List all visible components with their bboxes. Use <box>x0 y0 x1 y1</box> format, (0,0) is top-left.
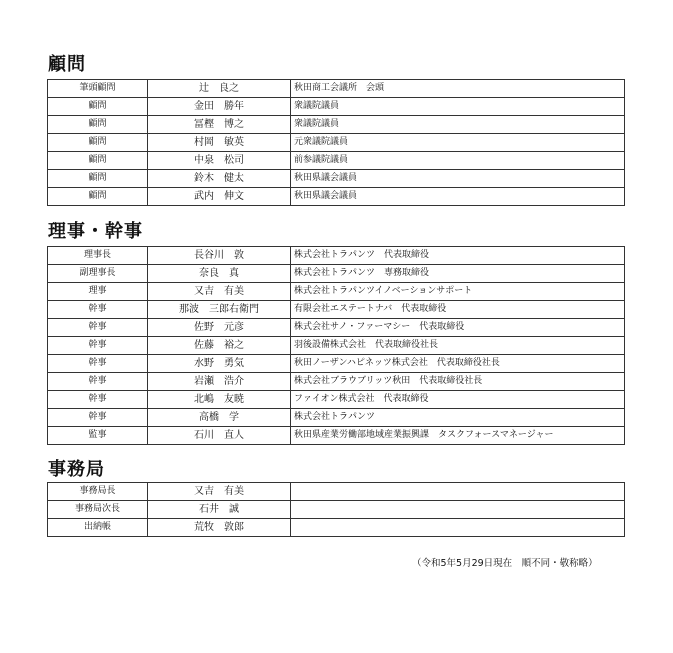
table-row <box>48 391 625 409</box>
role-cell: 幹事 <box>48 409 148 427</box>
name-cell: 村岡 敏英 <box>148 134 291 152</box>
name-cell: 那波 三郎右衛門 <box>148 301 291 319</box>
affiliation-cell: 前参議院議員 <box>291 152 625 170</box>
table-row <box>48 247 625 265</box>
role-cell: 監事 <box>48 427 148 445</box>
table-row <box>48 301 625 319</box>
as-of-note: （令和5年5月29日現在 順不同・敬称略） <box>412 558 598 569</box>
role-cell: 事務局長 <box>48 483 148 501</box>
table-row <box>48 319 625 337</box>
role-cell: 事務局次長 <box>48 501 148 519</box>
name-cell: 又吉 有美 <box>148 283 291 301</box>
table-row <box>48 519 625 537</box>
name-cell: 辻 良之 <box>148 80 291 98</box>
table-row <box>48 409 625 427</box>
name-cell: 武内 伸文 <box>148 188 291 206</box>
name-cell: 長谷川 敦 <box>148 247 291 265</box>
affiliation-cell: 衆議院議員 <box>291 116 625 134</box>
directors-table <box>47 246 625 445</box>
role-cell: 理事長 <box>48 247 148 265</box>
affiliation-cell: 株式会社トラパンツ 専務取締役 <box>291 265 625 283</box>
role-cell: 副理事長 <box>48 265 148 283</box>
affiliation-cell: 秋田ノーザンハピネッツ株式会社 代表取締役社長 <box>291 355 625 373</box>
name-cell: 岩瀬 浩介 <box>148 373 291 391</box>
table-row <box>48 265 625 283</box>
name-cell: 佐野 元彦 <box>148 319 291 337</box>
affiliation-cell: 株式会社トラパンツ 代表取締役 <box>291 247 625 265</box>
affiliation-cell: 秋田商工会議所 会頭 <box>291 80 625 98</box>
role-cell: 幹事 <box>48 373 148 391</box>
role-cell: 顧問 <box>48 134 148 152</box>
table-row <box>48 116 625 134</box>
affiliation-cell <box>291 501 625 519</box>
table-row <box>48 355 625 373</box>
affiliation-cell <box>291 519 625 537</box>
affiliation-cell: 秋田県議会議員 <box>291 170 625 188</box>
name-cell: 鈴木 健太 <box>148 170 291 188</box>
name-cell: 石井 誠 <box>148 501 291 519</box>
affiliation-cell: 羽後設備株式会社 代表取締役社長 <box>291 337 625 355</box>
table-row <box>48 337 625 355</box>
affiliation-cell: 株式会社ブラウブリッツ秋田 代表取締役社長 <box>291 373 625 391</box>
name-cell: 水野 勇気 <box>148 355 291 373</box>
affiliation-cell: 株式会社トラパンツ <box>291 409 625 427</box>
table-row <box>48 170 625 188</box>
name-cell: 高橋 学 <box>148 409 291 427</box>
table-row <box>48 283 625 301</box>
table-row <box>48 98 625 116</box>
advisors-table <box>47 79 625 206</box>
role-cell: 顧問 <box>48 98 148 116</box>
affiliation-cell: ファイオン株式会社 代表取締役 <box>291 391 625 409</box>
table-row <box>48 134 625 152</box>
affiliation-cell: 株式会社トラパンツイノベーションサポート <box>291 283 625 301</box>
role-cell: 幹事 <box>48 391 148 409</box>
name-cell: 中泉 松司 <box>148 152 291 170</box>
table-row <box>48 373 625 391</box>
role-cell: 出納帳 <box>48 519 148 537</box>
secretariat-heading: 事務局 <box>48 459 105 480</box>
affiliation-cell: 秋田県産業労働部地域産業振興課 タスクフォースマネージャー <box>291 427 625 445</box>
table-row <box>48 483 625 501</box>
secretariat-table <box>47 482 625 537</box>
affiliation-cell: 衆議院議員 <box>291 98 625 116</box>
name-cell: 金田 勝年 <box>148 98 291 116</box>
directors-heading: 理事・幹事 <box>48 221 143 242</box>
role-cell: 顧問 <box>48 116 148 134</box>
name-cell: 佐藤 裕之 <box>148 337 291 355</box>
table-row <box>48 501 625 519</box>
affiliation-cell: 有限会社エステートナバ 代表取締役 <box>291 301 625 319</box>
table-row <box>48 188 625 206</box>
name-cell: 冨樫 博之 <box>148 116 291 134</box>
name-cell: 又吉 有美 <box>148 483 291 501</box>
role-cell: 理事 <box>48 283 148 301</box>
table-row <box>48 152 625 170</box>
name-cell: 奈良 真 <box>148 265 291 283</box>
affiliation-cell: 株式会社サノ・ファーマシー 代表取締役 <box>291 319 625 337</box>
role-cell: 顧問 <box>48 152 148 170</box>
affiliation-cell <box>291 483 625 501</box>
role-cell: 筆頭顧問 <box>48 80 148 98</box>
affiliation-cell: 元衆議院議員 <box>291 134 625 152</box>
table-row <box>48 427 625 445</box>
role-cell: 顧問 <box>48 188 148 206</box>
advisors-heading: 顧問 <box>48 54 86 75</box>
role-cell: 幹事 <box>48 337 148 355</box>
role-cell: 幹事 <box>48 301 148 319</box>
name-cell: 北嶋 友暁 <box>148 391 291 409</box>
role-cell: 幹事 <box>48 355 148 373</box>
name-cell: 石川 直人 <box>148 427 291 445</box>
affiliation-cell: 秋田県議会議員 <box>291 188 625 206</box>
table-row <box>48 80 625 98</box>
name-cell: 荒牧 敦郎 <box>148 519 291 537</box>
role-cell: 幹事 <box>48 319 148 337</box>
role-cell: 顧問 <box>48 170 148 188</box>
